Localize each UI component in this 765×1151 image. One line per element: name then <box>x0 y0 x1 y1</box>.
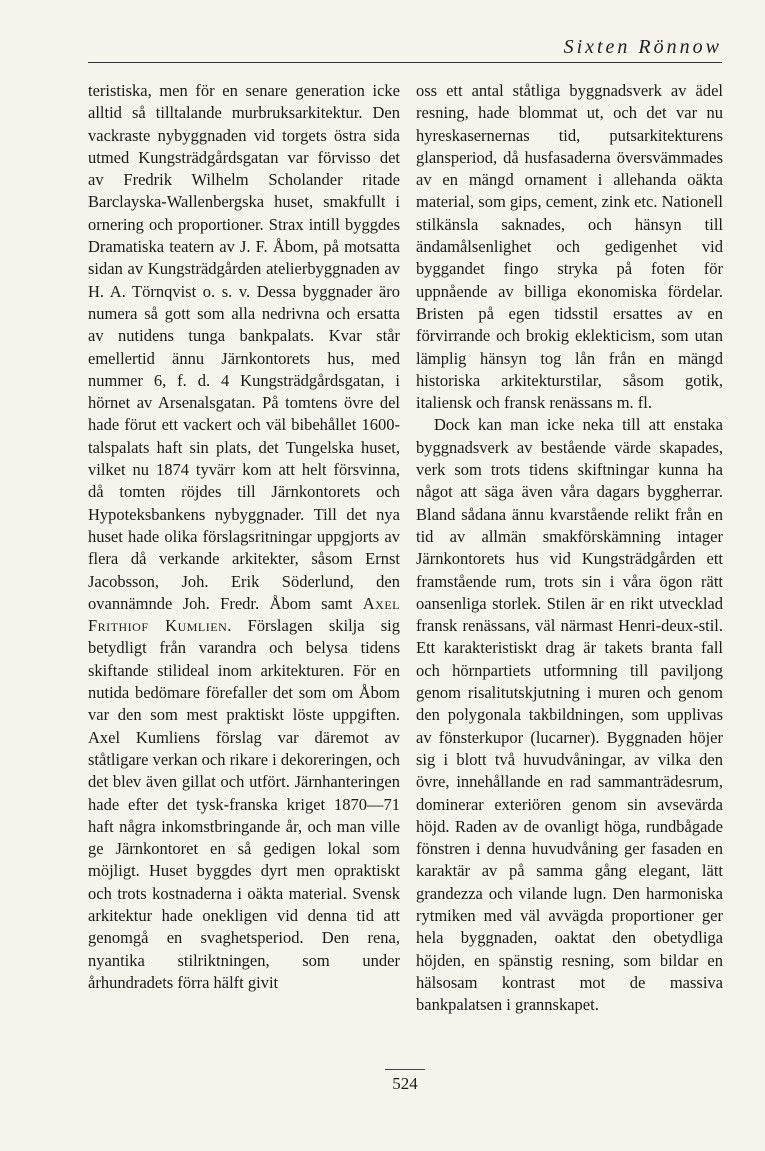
left-column <box>88 80 400 994</box>
architect-name: Axel Frithiof Kumlien <box>88 593 400 636</box>
right-paragraph-2: Dock kan man icke neka till att enstaka byggnadsverk av bestående värde skapades, verk som trots tidens skiftningar kunna ha något att säga även våra dagars byggherrar. Bland sådana ännu kvarstående relikt från en tid av allmän smakförskämning intager Järnkontorets hus vid Kungsträdgården ett framstående rum, trots sin i våra ögon rätt oansenliga storlek. Stilen är en rikt utvecklad fransk renässans, väl närmast Henri-deux-stil. Ett karakteristiskt drag är takets branta fall och hörnpartiets utformning till paviljong genom risalitutskjutning i muren och genom den polygonala takbildningen, som upplivas av fönsterkupor (lucarner). Byggnaden höjer sig i blott två huvudvåningar, av vilka den övre, innehållande en rad sammanträdesrum, dominerar exteriören genom sin avsevärda höjd. Raden av de ovanligt höga, rundbågade fönstren i denna huvudvåning ger fasaden en karaktär av på samma gång elegant, lätt grandezza och vilande lugn. Den harmoniska rytmiken med väl avvägda proportioner ger hela byggnaden, oaktat den obetydliga höjden, en spänstig resning, som bildar en hälsosam kontrast mot de massiva bankpalatsen i grannskapet. <box>416 415 723 1015</box>
left-column-text <box>88 80 400 994</box>
right-paragraph-1: oss ett antal ståtliga byggnadsverk av ädel resning, hade blommat ut, och det var nu hyreskasernernas tid, putsarkitekturens glansperiod, då husfasaderna översvämmades av en mängd ornament i allehanda oäkta material, som gips, cement, zink etc. Nationell stilkänsla saknades, och hänsyn till ändamålsenlighet och gedigenhet vid byggandet fingo stryka på foten för uppnående av billiga ekonomiska fördelar. Bristen på egen tidsstil ersattes av en förvirrande och brokig eklekticism, som utan lämplig hänsyn tog lån från en mängd historiska arkitekturstilar, såsom gotik, italiensk och fransk renässans m. fl. <box>416 81 723 413</box>
page-number: 524 <box>392 1074 418 1093</box>
right-column <box>416 80 723 1016</box>
folio-rule <box>385 1069 425 1070</box>
left-text-part2: . Förslagen skilja sig betydligt från varandra och belysa tidens skiftande stilideal inom arkitekturen. För en nutida bedömare förefaller det som om Åbom var den som mest praktiskt löste uppgiften. Axel Kumliens förslag var däremot av ståtligare verkan och rikare i dekoreringen, och det blev även gillat och utfört. Järnhanteringen hade efter det tysk-franska kriget 1870—71 haft några inkomstbringande år, och man ville ge Järnkontoret en så gedigen lokal som möjligt. Huset byggdes dyrt men opraktiskt och trots kostnaderna i oäkta material. Svensk arkitektur hade onekligen vid denna tid att genomgå en svaghetsperiod. Den rena, nyantika stilriktningen, som under århundradets förra hälft givit <box>88 616 400 992</box>
left-text-part1: teristiska, men för en senare generation icke alltid så tilltalande murbruksarkitektur. Den vackraste nybyggnaden vid torgets östra sida utmed Kungsträdgårdsgatan var förvisso det av Fredrik Wilhelm Scholander ritade Barclayska-Wallenbergska huset, smakfullt i ornering och proportioner. Strax intill byggdes Dramatiska teatern av J. F. Åbom, på motsatta sidan av Kungsträdgården atelierbyggnaden av H. A. Törnqvist o. s. v. Dessa byggnader äro numera så gott som alla nedrivna och ersatta av nutidens tunga bankpalats. Kvar står emellertid ännu Järnkontorets hus, med nummer 6, f. d. 4 Kungsträdgårdsgatan, i hörnet av Arsenalsgatan. På tomtens övre del hade förut ett vackert och väl bibehållet 1600-talspalats haft sin plats, det Tungelska huset, vilket nu 1874 tyvärr kom att helt försvinna, då tomten röjdes till Järnkontorets och Hypoteksbankens nybyggnader. Till det nya huset hade olika förslagsritningar uppgjorts av flera då verkande arkitekter, såsom Ernst Jacobsson, Joh. Erik Söderlund, den ovannämnde Joh. Fredr. Åbom samt <box>88 81 400 613</box>
header-rule <box>88 62 722 63</box>
running-head: Sixten Rönnow <box>563 36 722 58</box>
